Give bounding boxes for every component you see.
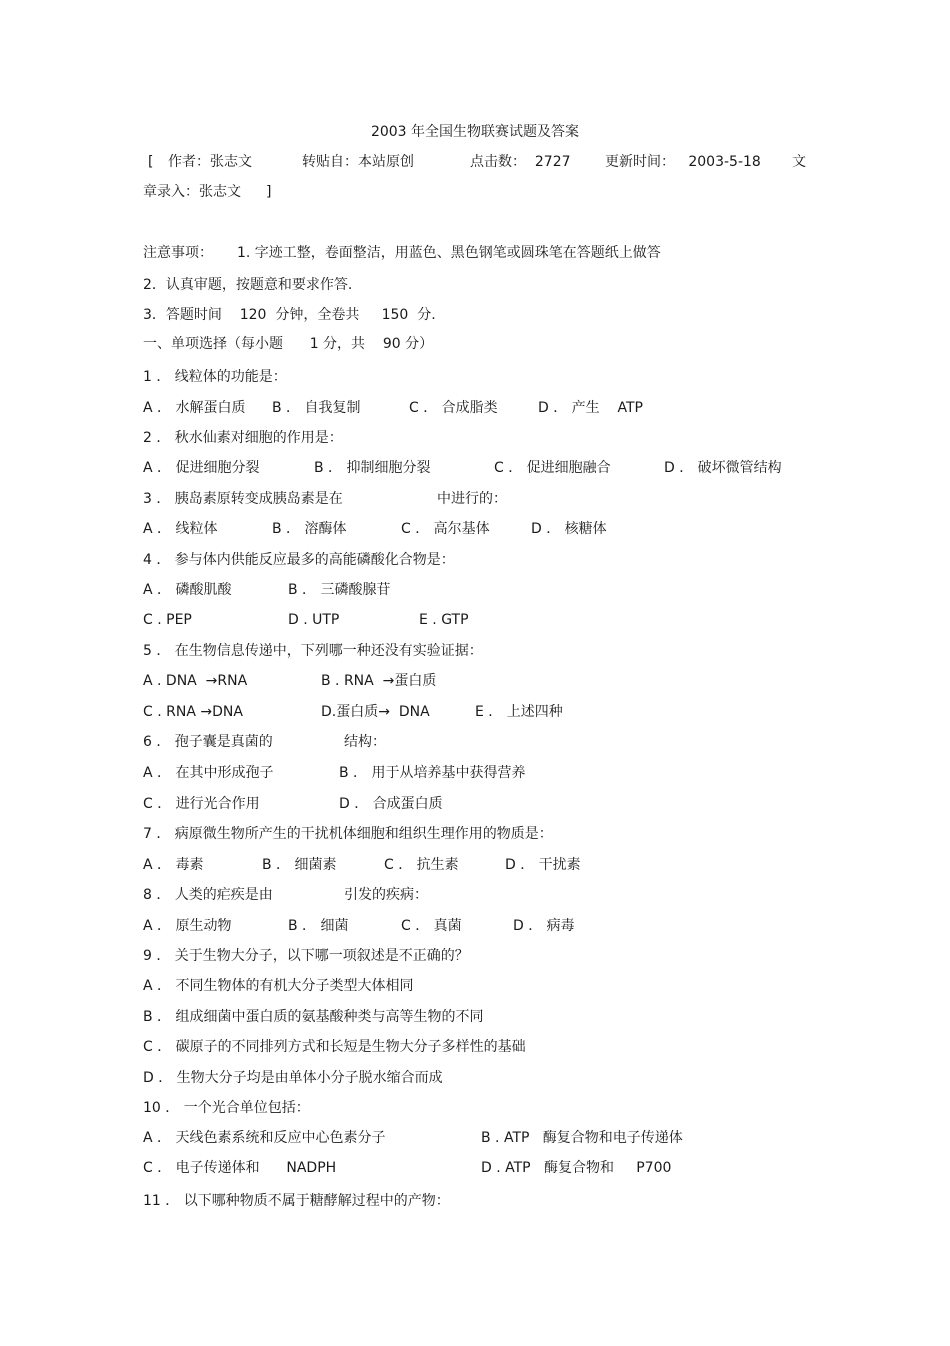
option-e: E ． 上述四种 [475, 704, 563, 720]
option-c: C . PEP [143, 612, 192, 628]
meta-wen: 文 [792, 154, 806, 170]
page-title: 2003 年全国生物联赛试题及答案 [370, 124, 580, 140]
meta-updated: 更新时间： 2003-5-18 [605, 154, 761, 170]
option-c: C ． 真菌 [401, 918, 462, 934]
notes-line-2: 2．认真审题，按题意和要求作答. [143, 277, 353, 293]
option-b: B . RNA →蛋白质 [321, 673, 437, 689]
option-c: C ． 电子传递体和 NADPH [143, 1160, 337, 1176]
option-a: A ． 天线色素系统和反应中心色素分子 [143, 1130, 386, 1146]
option-b: B ． 抑制细胞分裂 [314, 460, 431, 476]
question-stem: 10 ． 一个光合单位包括： [143, 1100, 310, 1116]
meta-bracket-open: [ [148, 154, 154, 170]
question-stem: 8 ． 人类的疟疾是由 [143, 887, 273, 903]
option-c: C ． 促进细胞融合 [494, 460, 611, 476]
meta-entry: 章录入：张志文 [143, 184, 241, 200]
option-b: B ． 用于从培养基中获得营养 [339, 765, 526, 781]
option-a: A ． 磷酸肌酸 [143, 582, 232, 598]
option-b: B ． 细菌 [288, 918, 349, 934]
meta-author: 作者：张志文 [168, 154, 252, 170]
option-d: D ． 干扰素 [505, 857, 581, 873]
option-c: C . RNA →DNA [143, 704, 243, 720]
notes-line-3: 3．答题时间 120 分钟，全卷共 150 分. [143, 307, 436, 323]
meta-repost: 转贴自：本站原创 [302, 154, 414, 170]
question-stem: 4 ． 参与体内供能反应最多的高能磷酸化合物是： [143, 552, 455, 568]
meta-clicks: 点击数： 2727 [470, 154, 571, 170]
option-d: D.蛋白质→ DNA [321, 704, 430, 720]
option-a: A . DNA →RNA [143, 673, 248, 689]
option-a: A ． 线粒体 [143, 521, 218, 537]
option-c: C ． 合成脂类 [409, 400, 498, 416]
question-stem: 6 ． 孢子囊是真菌的 [143, 734, 273, 750]
question-stem: 2 ． 秋水仙素对细胞的作用是： [143, 430, 343, 446]
question-stem: 3 ． 胰岛素原转变成胰岛素是在 [143, 491, 343, 507]
option-d: D ． 生物大分子均是由单体小分子脱水缩合而成 [143, 1070, 443, 1086]
option-d: D ． 产生 ATP [538, 400, 643, 416]
option-d: D ． 破坏微管结构 [664, 460, 782, 476]
option-a: A ． 毒素 [143, 857, 204, 873]
option-c: C ． 抗生素 [384, 857, 459, 873]
option-c: C ． 高尔基体 [401, 521, 490, 537]
meta-bracket-close: ] [266, 184, 272, 200]
option-e: E . GTP [419, 612, 469, 628]
question-stem-tail: 中进行的： [437, 491, 507, 507]
option-d: D . UTP [288, 612, 340, 628]
option-b: B . ATP 酶复合物和电子传递体 [481, 1130, 683, 1146]
option-a: A ． 促进细胞分裂 [143, 460, 260, 476]
option-b: B ． 三磷酸腺苷 [288, 582, 391, 598]
option-b: B ． 自我复制 [272, 400, 361, 416]
notes-label: 注意事项： [143, 245, 213, 261]
question-stem-tail: 结构： [344, 734, 386, 750]
option-b: B ． 细菌素 [262, 857, 337, 873]
question-stem: 11 ． 以下哪种物质不属于糖酵解过程中的产物： [143, 1193, 450, 1209]
question-stem-tail: 引发的疾病： [344, 887, 428, 903]
option-a: A ． 水解蛋白质 [143, 400, 246, 416]
option-a: A ． 在其中形成孢子 [143, 765, 274, 781]
option-d: D ． 合成蛋白质 [339, 796, 443, 812]
option-c: C ． 进行光合作用 [143, 796, 260, 812]
option-b: B ． 溶酶体 [272, 521, 347, 537]
question-stem: 1 ． 线粒体的功能是： [143, 369, 287, 385]
notes-line-1: 1. 字迹工整，卷面整洁，用蓝色、黑色钢笔或圆珠笔在答题纸上做答 [237, 245, 661, 261]
section-heading: 一、单项选择（每小题 1 分，共 90 分） [143, 336, 434, 352]
question-stem: 9 ． 关于生物大分子，以下哪一项叙述是不正确的？ [143, 948, 469, 964]
option-a: A ． 不同生物体的有机大分子类型大体相同 [143, 978, 414, 994]
option-b: B ． 组成细菌中蛋白质的氨基酸种类与高等生物的不同 [143, 1009, 484, 1025]
question-stem: 7 ． 病原微生物所产生的干扰机体细胞和组织生理作用的物质是： [143, 826, 553, 842]
option-a: A ． 原生动物 [143, 918, 232, 934]
option-d: D ． 病毒 [513, 918, 575, 934]
question-stem: 5 ． 在生物信息传递中，下列哪一种还没有实验证据： [143, 643, 483, 659]
option-d: D ． 核糖体 [531, 521, 607, 537]
option-c: C ． 碳原子的不同排列方式和长短是生物大分子多样性的基础 [143, 1039, 526, 1055]
option-d: D . ATP 酶复合物和 P700 [481, 1160, 672, 1176]
